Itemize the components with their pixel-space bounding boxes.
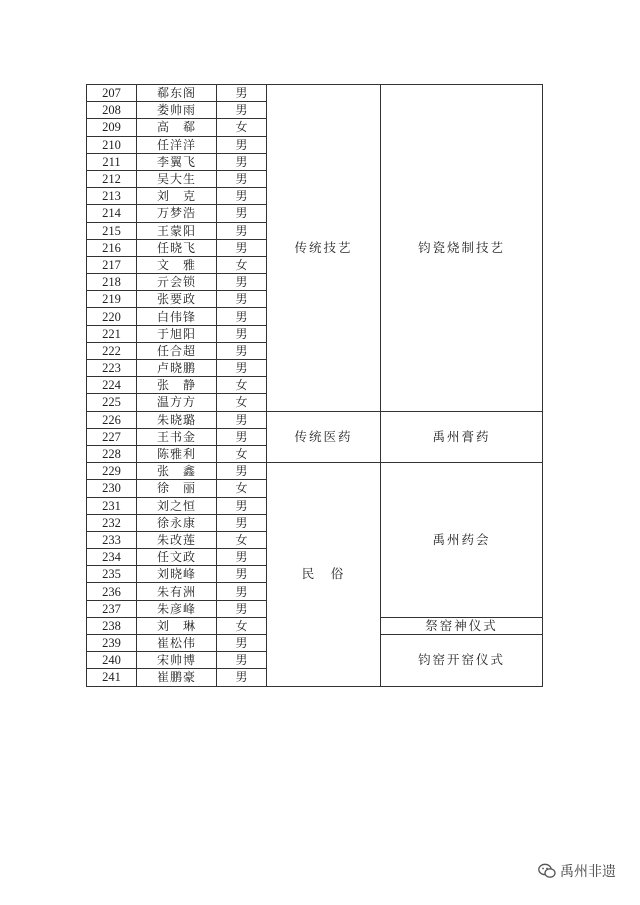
roster-table <box>86 84 543 687</box>
person-gender: 女 <box>217 445 267 462</box>
person-gender: 女 <box>217 119 267 136</box>
project-cell: 祭窑神仪式 <box>381 617 543 634</box>
watermark-text: 禹州非遗 <box>560 864 616 880</box>
row-number: 240 <box>87 652 137 669</box>
row-number: 220 <box>87 308 137 325</box>
row-number: 232 <box>87 514 137 531</box>
person-gender: 男 <box>217 325 267 342</box>
row-number: 222 <box>87 342 137 359</box>
person-gender: 男 <box>217 205 267 222</box>
person-gender: 男 <box>217 549 267 566</box>
person-name: 徐永康 <box>137 514 217 531</box>
person-gender: 男 <box>217 170 267 187</box>
person-name: 亓会锁 <box>137 274 217 291</box>
row-number: 226 <box>87 411 137 428</box>
row-number: 228 <box>87 445 137 462</box>
row-number: 241 <box>87 669 137 686</box>
person-gender: 男 <box>217 188 267 205</box>
person-name: 任洋洋 <box>137 136 217 153</box>
row-number: 235 <box>87 566 137 583</box>
person-gender: 男 <box>217 600 267 617</box>
person-name: 文 雅 <box>137 256 217 273</box>
wechat-watermark <box>538 861 616 881</box>
person-gender: 男 <box>217 635 267 652</box>
table-row <box>87 463 543 480</box>
person-name: 刘 琳 <box>137 617 217 634</box>
row-number: 209 <box>87 119 137 136</box>
person-gender: 男 <box>217 153 267 170</box>
project-cell: 禹州膏药 <box>381 411 543 463</box>
person-gender: 男 <box>217 463 267 480</box>
person-name: 刘 克 <box>137 188 217 205</box>
row-number: 221 <box>87 325 137 342</box>
person-name: 王蒙阳 <box>137 222 217 239</box>
person-gender: 男 <box>217 497 267 514</box>
person-name: 宋帅博 <box>137 652 217 669</box>
row-number: 239 <box>87 635 137 652</box>
row-number: 211 <box>87 153 137 170</box>
person-gender: 男 <box>217 136 267 153</box>
row-number: 227 <box>87 428 137 445</box>
person-gender: 男 <box>217 274 267 291</box>
person-gender: 男 <box>217 85 267 102</box>
person-name: 张 静 <box>137 377 217 394</box>
person-name: 娄帅雨 <box>137 102 217 119</box>
table-row <box>87 85 543 102</box>
person-gender: 男 <box>217 102 267 119</box>
roster-body <box>87 85 543 687</box>
category-cell: 传统技艺 <box>267 85 381 412</box>
person-name: 于旭阳 <box>137 325 217 342</box>
row-number: 234 <box>87 549 137 566</box>
person-name: 张要政 <box>137 291 217 308</box>
person-name: 张 鑫 <box>137 463 217 480</box>
person-gender: 男 <box>217 291 267 308</box>
person-name: 温方方 <box>137 394 217 411</box>
person-gender: 男 <box>217 669 267 686</box>
person-gender: 女 <box>217 394 267 411</box>
person-name: 任合超 <box>137 342 217 359</box>
row-number: 225 <box>87 394 137 411</box>
person-name: 任文政 <box>137 549 217 566</box>
person-gender: 女 <box>217 480 267 497</box>
person-gender: 男 <box>217 308 267 325</box>
row-number: 233 <box>87 531 137 548</box>
project-cell: 钧瓷烧制技艺 <box>381 85 543 412</box>
person-name: 刘之恒 <box>137 497 217 514</box>
person-gender: 男 <box>217 428 267 445</box>
person-gender: 女 <box>217 617 267 634</box>
person-name: 朱晓璐 <box>137 411 217 428</box>
person-name: 吴大生 <box>137 170 217 187</box>
person-gender: 女 <box>217 531 267 548</box>
row-number: 213 <box>87 188 137 205</box>
row-number: 236 <box>87 583 137 600</box>
row-number: 210 <box>87 136 137 153</box>
person-name: 崔松伟 <box>137 635 217 652</box>
row-number: 208 <box>87 102 137 119</box>
row-number: 230 <box>87 480 137 497</box>
row-number: 237 <box>87 600 137 617</box>
person-name: 徐 丽 <box>137 480 217 497</box>
person-name: 白伟锋 <box>137 308 217 325</box>
person-gender: 男 <box>217 652 267 669</box>
person-name: 万梦浩 <box>137 205 217 222</box>
person-gender: 男 <box>217 411 267 428</box>
person-gender: 男 <box>217 583 267 600</box>
row-number: 212 <box>87 170 137 187</box>
table-row <box>87 411 543 428</box>
person-gender: 男 <box>217 342 267 359</box>
row-number: 207 <box>87 85 137 102</box>
person-name: 刘晓峰 <box>137 566 217 583</box>
person-name: 崔鹏豪 <box>137 669 217 686</box>
person-name: 王书金 <box>137 428 217 445</box>
row-number: 215 <box>87 222 137 239</box>
person-name: 朱彦峰 <box>137 600 217 617</box>
row-number: 238 <box>87 617 137 634</box>
person-name: 卢晓鹏 <box>137 360 217 377</box>
person-gender: 男 <box>217 514 267 531</box>
person-name: 朱有洲 <box>137 583 217 600</box>
row-number: 216 <box>87 239 137 256</box>
row-number: 224 <box>87 377 137 394</box>
person-gender: 男 <box>217 222 267 239</box>
category-cell: 传统医药 <box>267 411 381 463</box>
person-name: 郗东阁 <box>137 85 217 102</box>
category-cell: 民 俗 <box>267 463 381 686</box>
wechat-icon <box>538 863 556 879</box>
project-cell: 钧窑开窑仪式 <box>381 635 543 687</box>
project-cell: 禹州药会 <box>381 463 543 618</box>
row-number: 223 <box>87 360 137 377</box>
row-number: 231 <box>87 497 137 514</box>
person-name: 陈雅利 <box>137 445 217 462</box>
person-gender: 女 <box>217 256 267 273</box>
person-name: 朱改莲 <box>137 531 217 548</box>
row-number: 219 <box>87 291 137 308</box>
row-number: 229 <box>87 463 137 480</box>
person-gender: 男 <box>217 360 267 377</box>
row-number: 217 <box>87 256 137 273</box>
row-number: 214 <box>87 205 137 222</box>
person-name: 任晓飞 <box>137 239 217 256</box>
person-name: 高 郗 <box>137 119 217 136</box>
row-number: 218 <box>87 274 137 291</box>
person-gender: 男 <box>217 239 267 256</box>
person-gender: 女 <box>217 377 267 394</box>
person-name: 李翼飞 <box>137 153 217 170</box>
person-gender: 男 <box>217 566 267 583</box>
